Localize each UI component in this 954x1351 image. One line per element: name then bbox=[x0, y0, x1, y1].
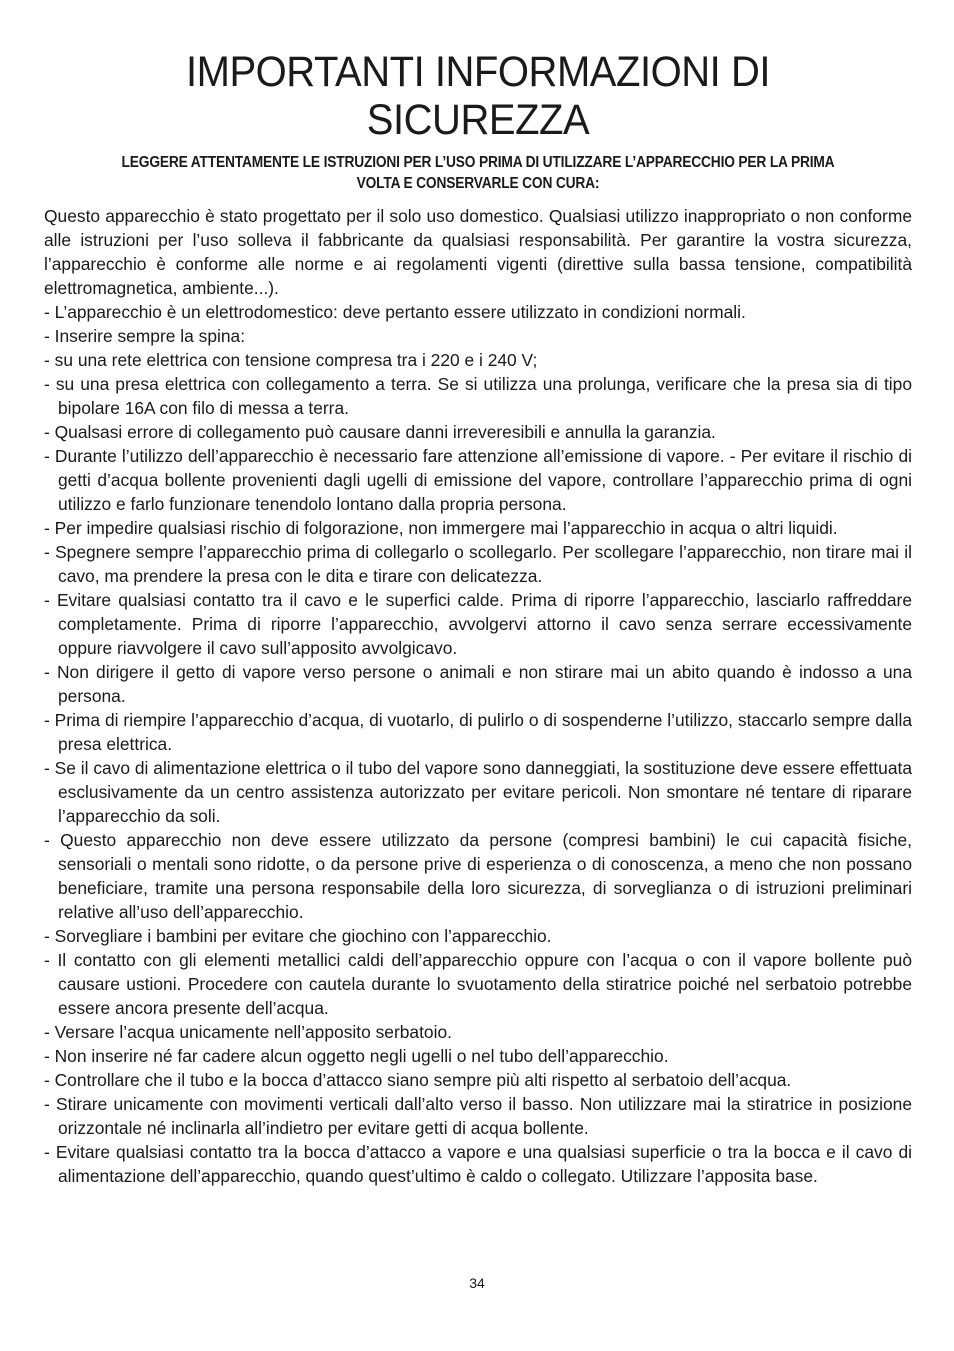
list-item: - su una rete elettrica con tensione compresa tra i 220 e i 240 V; bbox=[44, 350, 538, 370]
intro-paragraph: Questo apparecchio è stato progettato per il solo uso domestico. Qualsiasi utilizzo inappropriato o non conforme alle istruzioni per l’uso solleva il fabbricante da qualsiasi responsabilità. Per garantire la vostra sicurezza, l’apparecchio è conforme alle norme e ai regolamenti vigenti (direttive sulla bassa tensione, compatibilità elettromagnetica, ambiente...). bbox=[44, 206, 912, 298]
list-item: - Inserire sempre la spina: bbox=[44, 326, 246, 346]
list-item: - Versare l’acqua unicamente nell’apposito serbatoio. bbox=[44, 1022, 452, 1042]
list-item: - Il contatto con gli elementi metallici caldi dell’apparecchio oppure con l’acqua o con il vapore bollente può causare ustioni. Procedere con cautela durante lo svuotamento della stiratrice poiché nel serbatoio potrebbe essere ancora presente dell’acqua. bbox=[44, 950, 912, 1018]
list-item: - Non dirigere il getto di vapore verso persone o animali e non stirare mai un abito quando è indosso a una persona. bbox=[44, 662, 912, 706]
page-number: 34 bbox=[469, 1275, 485, 1291]
list-item: - Prima di riempire l’apparecchio d’acqua, di vuotarlo, di pulirlo o di sospenderne l’utilizzo, staccarlo sempre dalla presa elettrica. bbox=[44, 710, 912, 754]
list-item: - Qualsasi errore di collegamento può causare danni irreveresibili e annulla la garanzia. bbox=[44, 422, 716, 442]
list-item: - Non inserire né far cadere alcun oggetto negli ugelli o nel tubo dell’apparecchio. bbox=[44, 1046, 669, 1066]
list-item: - Se il cavo di alimentazione elettrica o il tubo del vapore sono danneggiati, la sostituzione deve essere effettuata esclusivamente da un centro assistenza autorizzato per evitare pericoli. Non smontare né tentare di riparare l’apparecchio da soli. bbox=[44, 758, 912, 826]
safety-list bbox=[44, 300, 912, 1188]
list-item: - Per impedire qualsiasi rischio di folgorazione, non immergere mai l’apparecchio in acqua o altri liquidi. bbox=[44, 518, 838, 538]
list-item: - Sorvegliare i bambini per evitare che giochino con l’apparecchio. bbox=[44, 926, 552, 946]
list-item: - Questo apparecchio non deve essere utilizzato da persone (compresi bambini) le cui capacità fisiche, sensoriali o mentali sono ridotte, o da persone prive di esperienza o di conoscenza, a meno che non possano beneficiare, tramite una persona responsabile della loro sicurezza, di sorveglianza o di istruzioni preliminari relative all’uso dell’apparecchio. bbox=[44, 830, 912, 922]
list-item: - Spegnere sempre l’apparecchio prima di collegarlo o scollegarlo. Per scollegare l’apparecchio, non tirare mai il cavo, ma prendere la presa con le dita e tirare con delicatezza. bbox=[44, 542, 912, 586]
list-item: - Evitare qualsiasi contatto tra il cavo e le superfici calde. Prima di riporre l’apparecchio, lasciarlo raffreddare completamente. Prima di riporre l’apparecchio, avvolgervi attorno il cavo senza serrare eccessivamente oppure riavvolgere il cavo sull’apposito avvolgicavo. bbox=[44, 590, 912, 658]
document-page bbox=[44, 48, 912, 1188]
list-item: - Controllare che il tubo e la bocca d’attacco siano sempre più alti rispetto al serbatoio dell’acqua. bbox=[44, 1070, 792, 1090]
page-title: IMPORTANTI INFORMAZIONI DI SICUREZZA bbox=[185, 48, 771, 144]
list-item: - L’apparecchio è un elettrodomestico: deve pertanto essere utilizzato in condizioni normali. bbox=[44, 302, 746, 322]
list-item: - Stirare unicamente con movimenti verticali dall’alto verso il basso. Non utilizzare mai la stiratrice in posizione orizzontale né inclinarla all’indietro per evitare getti di acqua bollente. bbox=[44, 1094, 912, 1138]
list-item: - Evitare qualsiasi contatto tra la bocca d’attacco a vapore e una qualsiasi superficie o tra la bocca e il cavo di alimentazione dell’apparecchio, quando quest’ultimo è caldo o collegato. Utilizzare l’apposita base. bbox=[44, 1142, 912, 1186]
list-item: - Durante l’utilizzo dell’apparecchio è necessario fare attenzione all’emissione di vapore. - Per evitare il rischio di getti d’acqua bollente provenienti dagli ugelli di emissione del vapore, controllare l’apparecchio prima di ogni utilizzo e farlo funzionare tenendolo lontano dalla propria persona. bbox=[44, 446, 912, 514]
page-subtitle: LEGGERE ATTENTAMENTE LE ISTRUZIONI PER L’USO PRIMA DI UTILIZZARE L’APPARECCHIO PER LA PRIMA VOLTA E CONSERVARLE CON CURA: bbox=[121, 154, 835, 192]
list-item: - su una presa elettrica con collegamento a terra. Se si utilizza una prolunga, verificare che la presa sia di tipo bipolare 16A con filo di messa a terra. bbox=[44, 374, 912, 418]
